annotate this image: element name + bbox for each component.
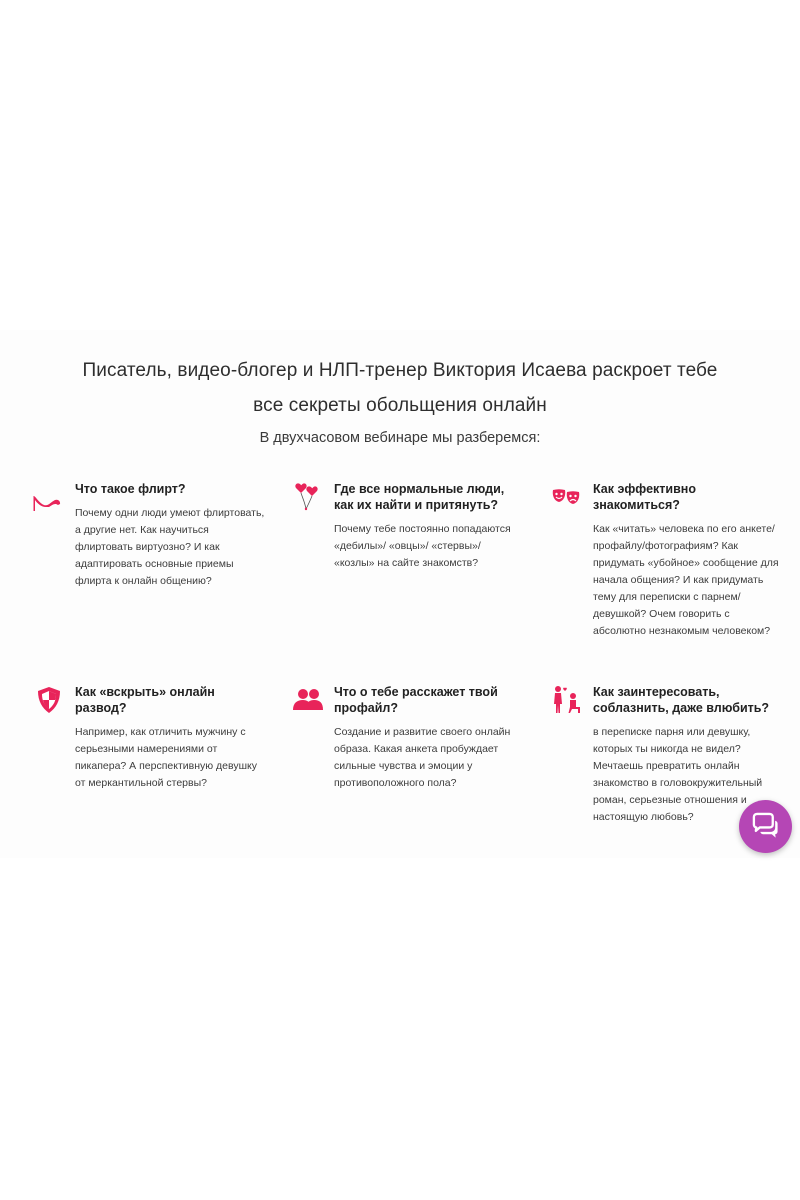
chat-bubbles-icon (751, 812, 780, 841)
topic-description: Как «читать» человека по его анкете/профайлу/фотографиям? Как придумать «убойное» сообщение для начала общения? И как придумать тему для переписки с парнем/девушкой? Очем говорить с абсолютно незнакомым человеком? (593, 523, 779, 637)
topic-item-normal-people (334, 481, 524, 572)
topic-description: Например, как отличить мужчину с серьезными намерениями от пикапера? А перспективную девушку от меркантильной стервы? (75, 726, 257, 789)
theater-masks-icon (551, 481, 583, 513)
topic-title: Как заинтересовать, соблазнить, даже влюбить? (593, 685, 770, 715)
topic-title: Где все нормальные люди, как их найти и притянуть? (334, 482, 505, 512)
users-icon (292, 684, 324, 716)
topic-item-effective-dating (593, 481, 783, 640)
topic-title: Что о тебе расскажет твой профайл? (334, 685, 498, 715)
topic-description: Создание и развитие своего онлайн образа. Какая анкета пробуждает сильные чувства и эмоции у противоположного пола? (334, 726, 511, 789)
subtitle: В двухчасовом вебинаре мы разберемся: (259, 430, 541, 446)
topic-item-flirt (75, 481, 265, 590)
topic-description: в переписке парня или девушку, которых ты никогда не видел? Мечтаешь превратить онлайн знакомство в головокружительный роман, серьезные отношения и настоящую любовь? (593, 726, 763, 823)
high-heel-icon (31, 481, 63, 513)
shield-icon (33, 684, 65, 716)
topic-item-profile (334, 684, 524, 792)
headline-line-1: Писатель, видео-блогер и НЛП-тренер Виктория Исаева раскроет тебе (82, 360, 718, 381)
topic-title: Как «вскрыть» онлайн развод? (75, 685, 215, 715)
topic-description: Почему одни люди умеют флиртовать, а другие нет. Как научиться флиртовать виртуозно? И как адаптировать основные приемы флирта к онлайн общению? (75, 507, 265, 587)
proposal-icon (551, 684, 583, 716)
topic-description: Почему тебе постоянно попадаются «дебилы»/ «овцы»/ «стервы»/ «козлы» на сайте знакомств? (334, 523, 511, 569)
heart-balloons-icon (292, 481, 324, 513)
topic-title: Как эффективно знакомиться? (593, 482, 696, 512)
topic-item-scam (75, 684, 265, 792)
topic-title: Что такое флирт? (75, 482, 186, 496)
chat-button[interactable] (739, 800, 792, 853)
headline-line-2: все секреты обольщения онлайн (253, 395, 547, 416)
